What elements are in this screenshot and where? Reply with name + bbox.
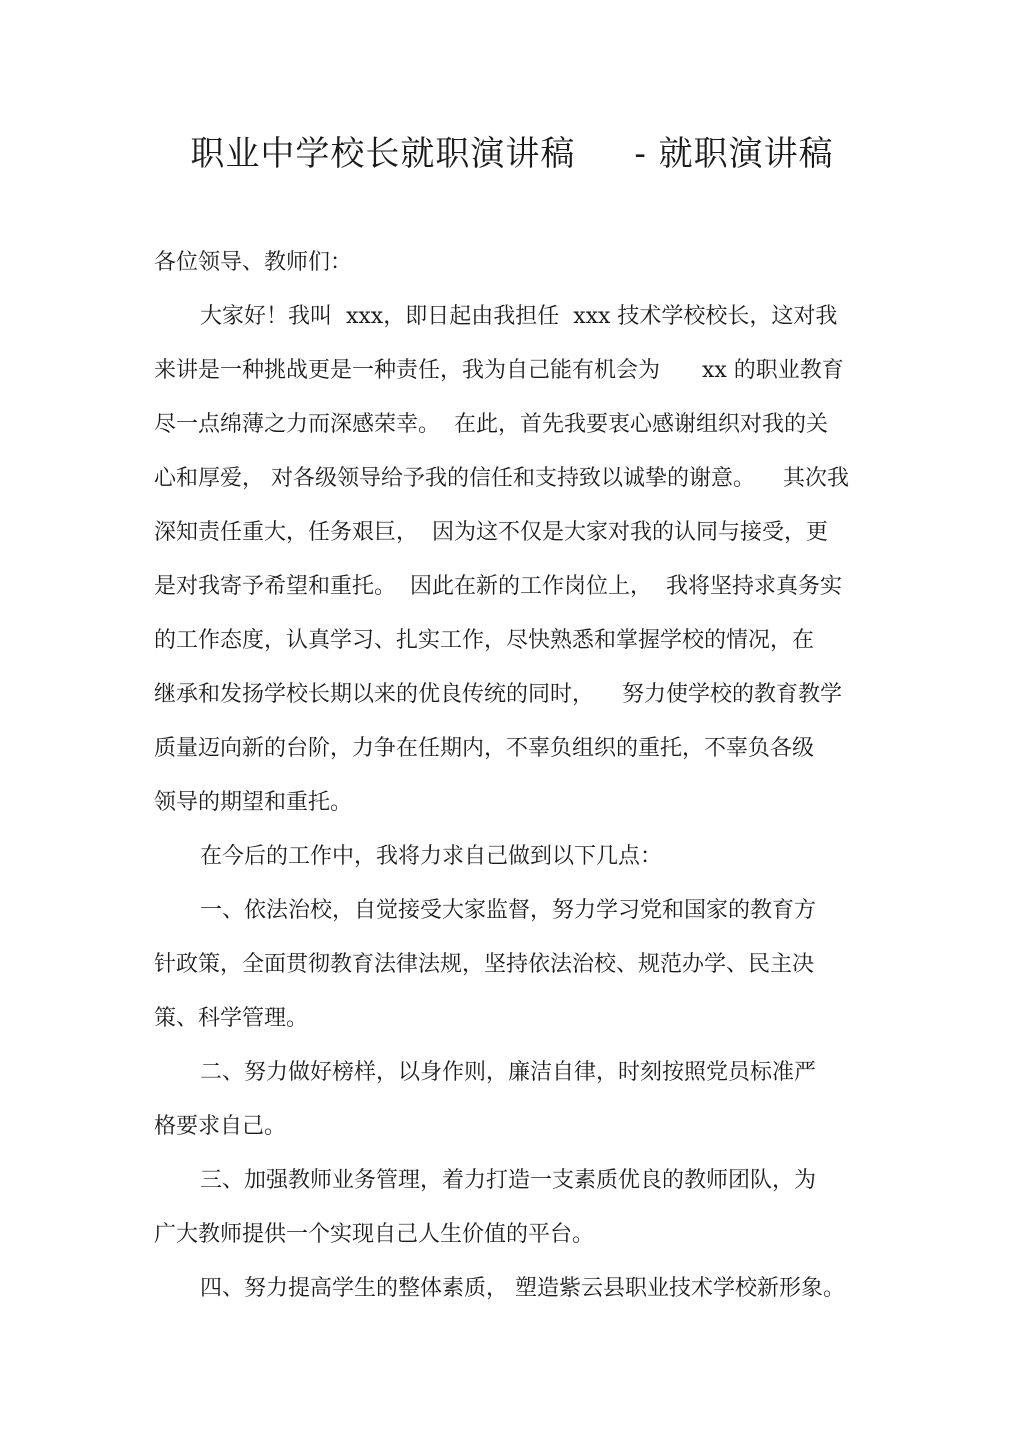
paragraph-line: 二、努力做好榜样，以身作则，廉洁自律，时刻按照党员标准严 bbox=[200, 1060, 817, 1085]
document-body bbox=[154, 236, 874, 1316]
paragraph-line: 大家好！我叫 xxx，即日起由我担任 xxx 技术学校校长，这对我 bbox=[200, 304, 838, 329]
paragraph-line: 在今后的工作中，我将力求自己做到以下几点： bbox=[200, 844, 663, 869]
paragraph-point-3 bbox=[154, 1154, 874, 1262]
paragraph-line: 三、加强教师业务管理，着力打造一支素质优良的教师团队，为 bbox=[200, 1168, 817, 1193]
paragraph-intro bbox=[154, 290, 874, 830]
paragraph-point-2 bbox=[154, 1046, 874, 1154]
paragraph-points-intro bbox=[154, 830, 874, 884]
paragraph-line: 尽一点绵薄之力而深感荣幸。 在此，首先我要衷心感谢组织对我的关 bbox=[154, 412, 828, 437]
paragraph-line: 策、科学管理。 bbox=[154, 1006, 309, 1031]
paragraph-line: 广大教师提供一个实现自己人生价值的平台。 bbox=[154, 1222, 595, 1247]
paragraph-line: 质量迈向新的台阶，力争在任期内，不辜负组织的重托，不辜负各级 bbox=[154, 736, 815, 761]
paragraph-line: 四、努力提高学生的整体素质， 塑造紫云县职业技术学校新形象。 bbox=[200, 1276, 845, 1301]
document-title: 职业中学校长就职演讲稿 - 就职演讲稿 bbox=[190, 134, 834, 174]
paragraph-line: 是对我寄予希望和重托。 因此在新的工作岗位上， 我将坚持求真务实 bbox=[154, 574, 842, 599]
paragraph-line: 一、依法治校，自觉接受大家监督，努力学习党和国家的教育方 bbox=[200, 898, 817, 923]
paragraph-point-1 bbox=[154, 884, 874, 1046]
salutation: 各位领导、教师们： bbox=[154, 250, 353, 275]
paragraph-line: 格要求自己。 bbox=[154, 1114, 287, 1139]
paragraph-line: 心和厚爱， 对各级领导给予我的信任和支持致以诚挚的谢意。 其次我 bbox=[154, 466, 849, 491]
paragraph-line: 深知责任重大，任务艰巨， 因为这不仅是大家对我的认同与接受，更 bbox=[154, 520, 828, 545]
paragraph-line: 领导的期望和重托。 bbox=[154, 790, 353, 815]
paragraph-line: 来讲是一种挑战更是一种责任，我为自己能有机会为 xx 的职业教育 bbox=[154, 358, 844, 383]
paragraph-line: 的工作态度，认真学习、扎实工作，尽快熟悉和掌握学校的情况，在 bbox=[154, 628, 815, 653]
paragraph-line: 针政策，全面贯彻教育法律法规，坚持依法治校、规范办学、民主决 bbox=[154, 952, 815, 977]
paragraph-point-4 bbox=[154, 1262, 874, 1316]
paragraph-line: 继承和发扬学校长期以来的优良传统的同时， 努力使学校的教育教学 bbox=[154, 682, 842, 707]
